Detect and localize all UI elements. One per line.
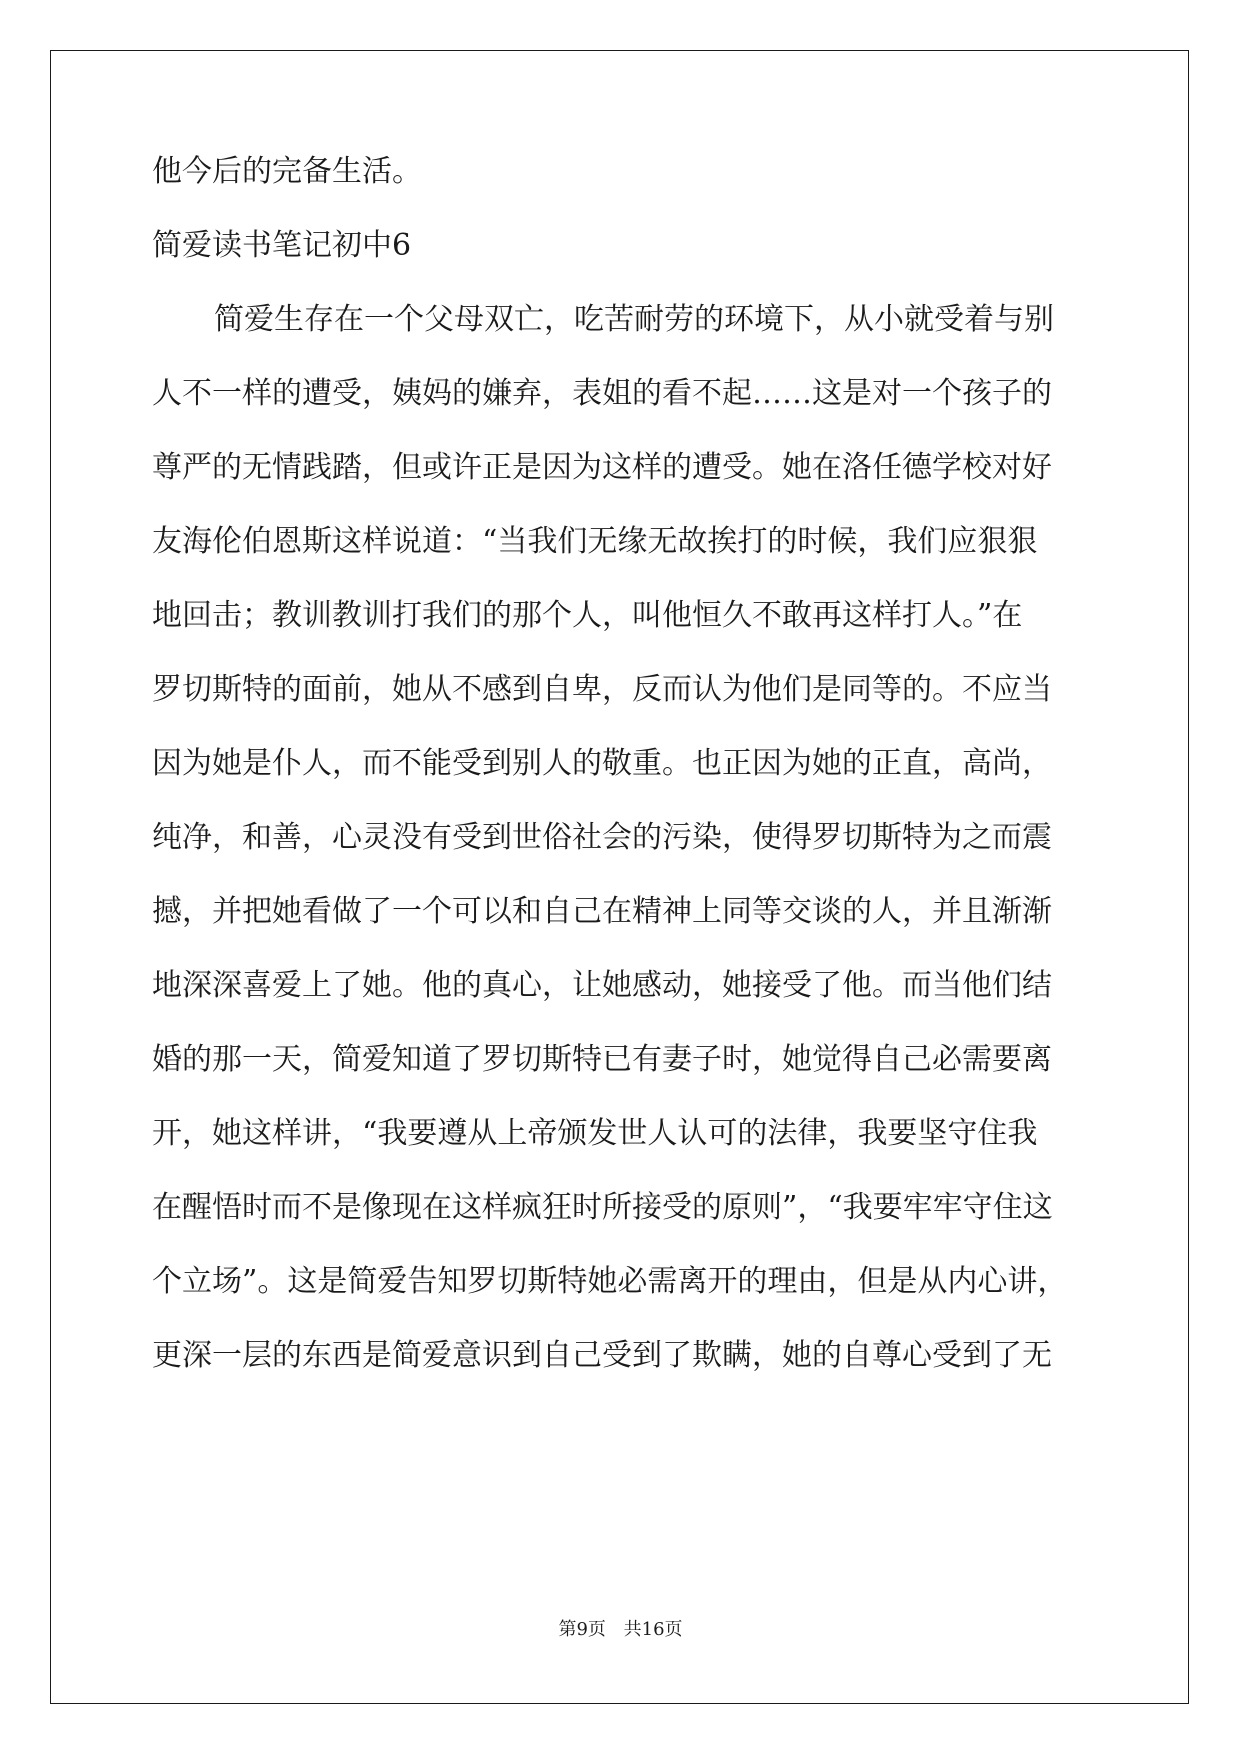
paragraph-line-14: 个立场”。这是简爱告知罗切斯特她必需离开的理由，但是从内心讲， (152, 1264, 1068, 1299)
page-number: 第9页 (558, 1619, 606, 1640)
paragraph-line-6: 罗切斯特的面前，她从不感到自卑，反而认为他们是同等的。不应当 (152, 672, 1052, 707)
paragraph-line-11: 婚的那一天，简爱知道了罗切斯特已有妻子时，她觉得自己必需要离 (152, 1042, 1052, 1077)
paragraph-line-12: 开，她这样讲，“我要遵从上帝颁发世人认可的法律，我要坚守住我 (152, 1116, 1038, 1151)
paragraph-line-10: 地深深喜爱上了她。他的真心，让她感动，她接受了他。而当他们结 (152, 968, 1052, 1003)
paragraph-line-13: 在醒悟时而不是像现在这样疯狂时所接受的原则”，“我要牢牢守住这 (152, 1190, 1053, 1225)
paragraph-line-7: 因为她是仆人，而不能受到别人的敬重。也正因为她的正直，高尚， (152, 746, 1052, 781)
paragraph-line-5: 地回击；教训教训打我们的那个人，叫他恒久不敢再这样打人。”在 (152, 598, 1023, 633)
paragraph-line-15: 更深一层的东西是简爱意识到自己受到了欺瞒，她的自尊心受到了无 (152, 1338, 1052, 1373)
page-border (50, 50, 1189, 1704)
paragraph-line-8: 纯净，和善，心灵没有受到世俗社会的污染，使得罗切斯特为之而震 (152, 820, 1052, 855)
paragraph-line-1: 简爱生存在一个父母双亡，吃苦耐劳的环境下，从小就受着与别 (214, 302, 1054, 337)
page-footer (0, 1618, 1241, 1642)
paragraph-line-9: 撼，并把她看做了一个可以和自己在精神上同等交谈的人，并且渐渐 (152, 894, 1052, 929)
paragraph-line-4: 友海伦伯恩斯这样说道：“当我们无缘无故挨打的时候，我们应狠狠 (152, 524, 1038, 559)
page-total: 共16页 (623, 1619, 683, 1640)
paragraph-line-3: 尊严的无情践踏，但或许正是因为这样的遭受。她在洛任德学校对好 (152, 450, 1052, 485)
body-line-1: 他今后的完备生活。 (152, 154, 422, 189)
paragraph-line-2: 人不一样的遭受，姨妈的嫌弃，表姐的看不起……这是对一个孩子的 (152, 376, 1052, 411)
section-heading: 简爱读书笔记初中6 (152, 228, 412, 263)
